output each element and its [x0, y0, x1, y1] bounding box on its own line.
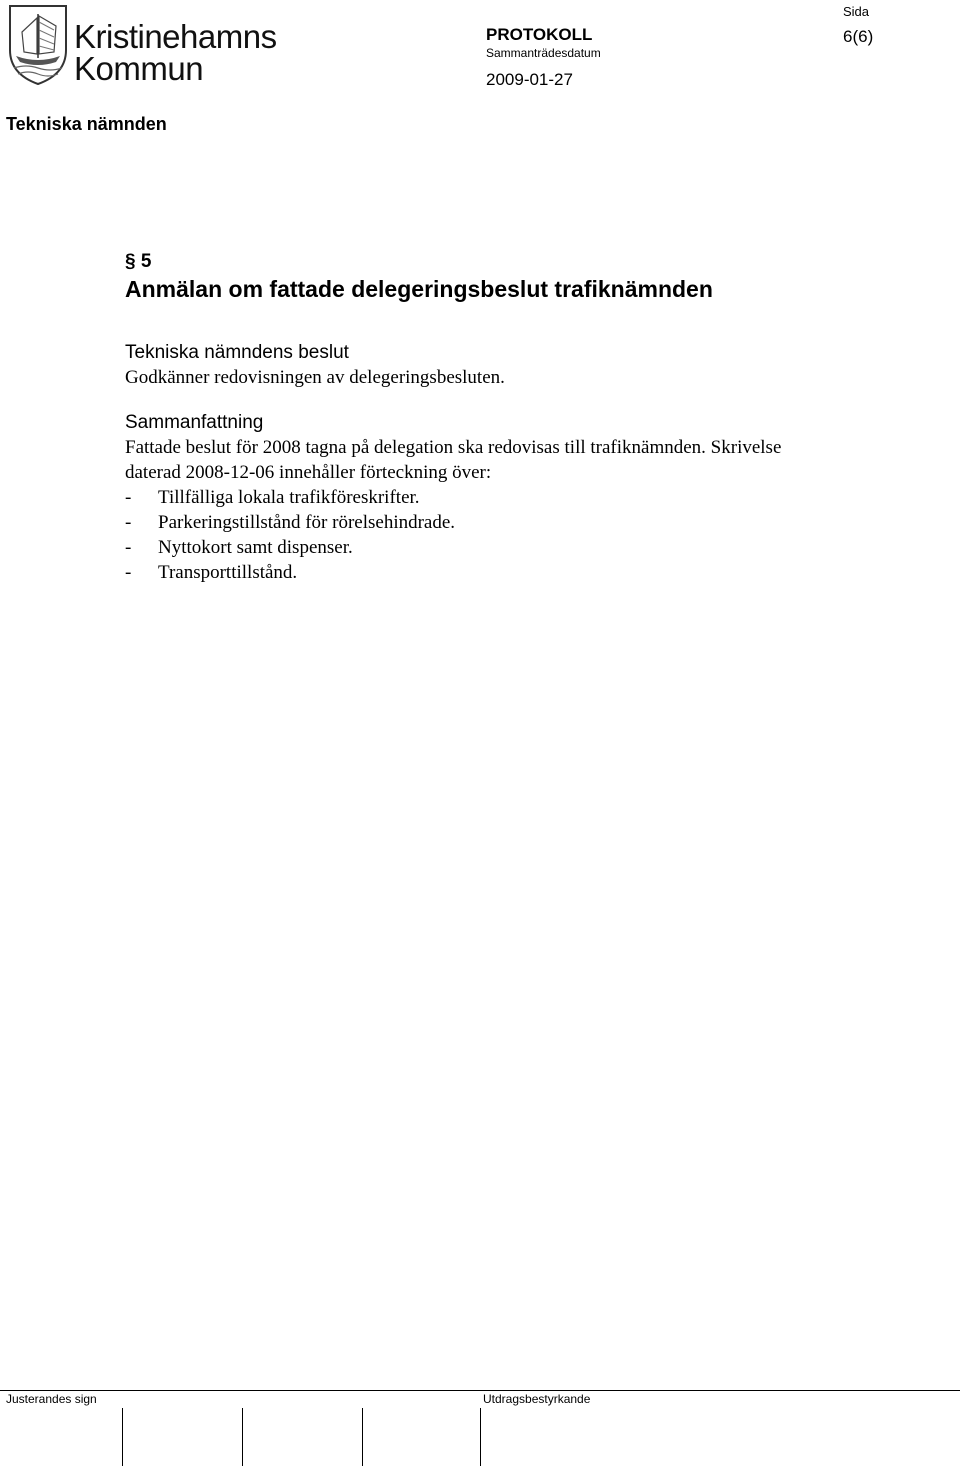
- meeting-date-label: Sammanträdesdatum: [486, 46, 601, 60]
- logo-text-line1: Kristinehamns: [74, 18, 277, 55]
- paragraph-symbol: §: [125, 251, 136, 272]
- decision-heading: Tekniska nämndens beslut: [125, 342, 349, 363]
- meeting-date: 2009-01-27: [486, 70, 573, 89]
- logo-text-line2: Kommun: [74, 50, 204, 87]
- item-list: [125, 485, 905, 585]
- crest-ship-icon: [6, 2, 70, 86]
- summary-heading: Sammanfattning: [125, 412, 264, 433]
- signature-box-divider: [242, 1408, 243, 1466]
- signature-box-divider: [122, 1408, 123, 1466]
- list-item-text: Nyttokort samt dispenser.: [158, 537, 353, 558]
- list-item: [125, 535, 905, 560]
- footer-divider: [0, 1390, 960, 1391]
- summary-text-line2: daterad 2008-12-06 innehåller förteckning över:: [125, 462, 492, 483]
- list-item-text: Tillfälliga lokala trafikföreskrifter.: [158, 487, 420, 508]
- municipality-logo: [6, 2, 277, 87]
- paragraph-number-value: 5: [140, 251, 152, 272]
- decision-text: Godkänner redovisningen av delegeringsbesluten.: [125, 367, 505, 388]
- list-item: [125, 510, 905, 535]
- page-number: 6(6): [843, 27, 874, 46]
- minutes-section: [125, 250, 905, 585]
- signature-label: Justerandes sign: [6, 1392, 97, 1406]
- page-label: Sida: [843, 4, 870, 19]
- signature-box-divider: [480, 1408, 481, 1466]
- list-marker: -: [125, 537, 132, 558]
- summary-text-line1: Fattade beslut för 2008 tagna på delegation ska redovisas till trafiknämnden. Skrivelse: [125, 437, 782, 458]
- list-item-text: Transporttillstånd.: [158, 562, 298, 583]
- list-marker: -: [125, 562, 132, 583]
- list-item: [125, 485, 905, 510]
- list-marker: -: [125, 512, 132, 533]
- paragraph-number: [125, 250, 905, 274]
- list-item-text: Parkeringstillstånd för rörelsehindrade.: [158, 512, 456, 533]
- list-marker: -: [125, 487, 132, 508]
- committee-name: Tekniska nämnden: [6, 114, 167, 134]
- extract-certification-label: Utdragsbestyrkande: [483, 1392, 591, 1406]
- signature-box-divider: [362, 1408, 363, 1466]
- list-item: [125, 560, 905, 585]
- section-title: Anmälan om fattade delegeringsbeslut trafiknämnden: [125, 276, 713, 302]
- document-type: PROTOKOLL: [486, 25, 593, 44]
